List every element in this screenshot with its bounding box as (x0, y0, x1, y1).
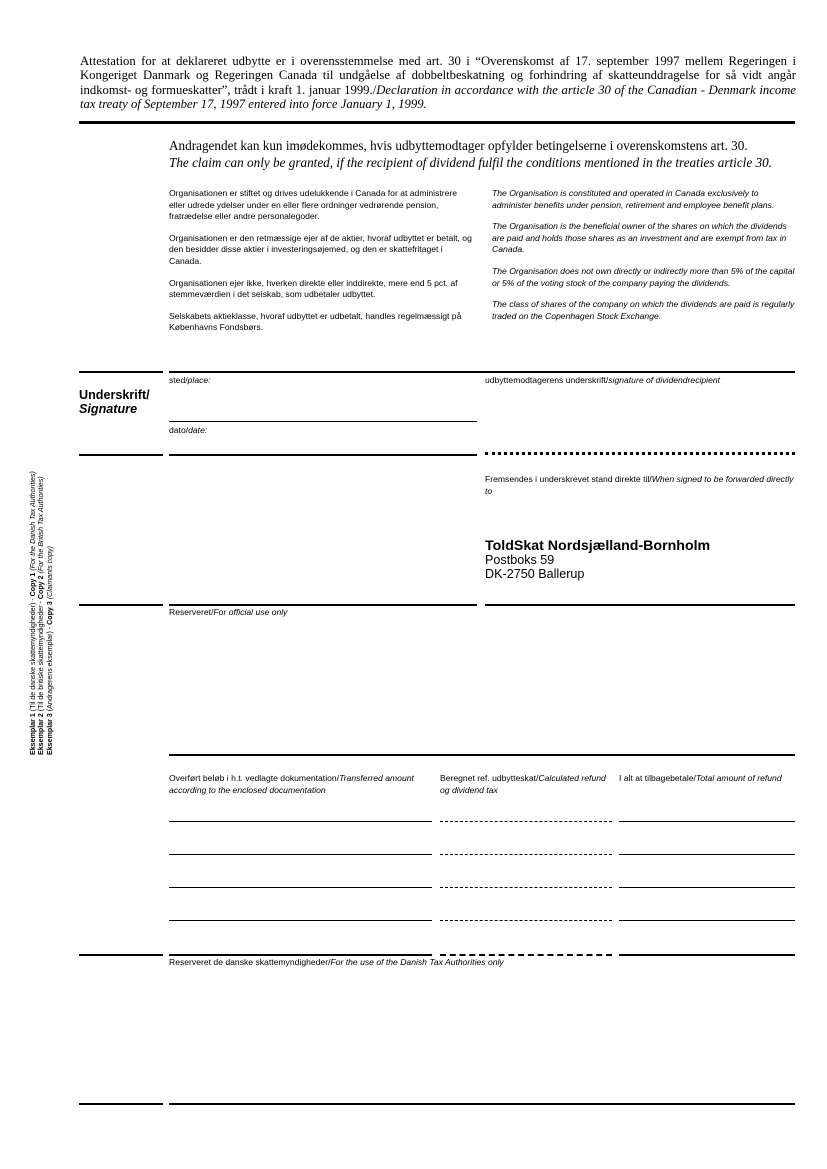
amounts-rule-top (169, 754, 795, 756)
amount-row-4-col3[interactable] (619, 920, 795, 921)
address-line-1: Postboks 59 (485, 553, 555, 567)
condition-da-1: Organisationen er stiftet og drives udelukkende i Canada for at administrere eller udrede ydelser under en eller flere ordninger vedrørende pension, fratrædelse eller andre personalegoder. (169, 188, 458, 222)
attestation-da: Attestation for at deklareret udbytte er i overensstemmelse med art. 30 i “Overenskomst af 17. september 1997 mellem Regeringen i Kongeriget Danmark og Regeringen Canada til undgåelse af dobbeltbeskatning og forhindring af skatteunddragelse for så vidt angår indkomst- og formueskatter”, trådt i kraft 1. januar 1999./ (80, 54, 796, 97)
total-row-col2[interactable] (440, 954, 612, 956)
amount-row-3-col2[interactable] (440, 887, 612, 888)
amount-row-4-col2[interactable] (440, 920, 612, 921)
official-rule-right (485, 604, 795, 606)
official-use-label: Reserveret/For official use only (169, 607, 288, 617)
signature-heading (79, 389, 150, 416)
amount-row-3-col3[interactable] (619, 887, 795, 888)
condition-da-3: Organisationen ejer ikke, hverken direkte eller inddirekte, mere end 5 pct. af stemmeværdien i det selskab, som udbetaler udbyttet. (169, 277, 458, 300)
address-org: ToldSkat Nordsjælland-Bornholm (485, 538, 711, 554)
amount-row-4-col1[interactable] (169, 920, 432, 921)
date-label: dato/date: (169, 425, 208, 435)
condition-en-2: The Organisation is the beneficial owner of the shares on which the dividends are paid and holds those shares as an investment and are exempt from tax in Canada. (492, 221, 787, 255)
amount-col3-header: I alt at tilbagebetale/Total amount of refund (619, 773, 782, 783)
claim-da: Andragendet kan kun imødekommes, hvis udbyttemodtager opfylder betingelserne i overenskomstens art. 30. (169, 138, 748, 153)
place-label: sted/place: (169, 375, 211, 385)
amount-col2-header: Beregnet ref. udbytteskat/Calculated refund og dividend tax (440, 773, 606, 795)
amount-row-3-col1[interactable] (169, 887, 432, 888)
total-row-col3[interactable] (619, 954, 795, 956)
attestation-en: Declaration in accordance with the article 30 of the Canadian - Denmark income tax treaty of September 17, 1997 entered into force January 1, 1999. (80, 82, 796, 111)
official-rule-mid (169, 604, 477, 606)
amount-col1-header: Overført beløb i h.t. vedlagte dokumentation/Transferred amount according to the enclosed documentation (169, 773, 414, 795)
conditions-en (492, 188, 795, 322)
attestation-text (80, 54, 796, 111)
amount-row-1-col2[interactable] (440, 821, 612, 822)
copy-legend (29, 471, 54, 755)
place-field-line[interactable] (169, 421, 477, 422)
claim-en: The claim can only be granted, if the recipient of dividend fulfil the conditions mentioned in the treaties article 30. (169, 155, 772, 170)
danish-authorities-label: Reserveret de danske skattemyndigheder/For the use of the Danish Tax Authorities only (169, 957, 504, 967)
recipient-signature-label: udbyttemodtagerens underskrift/signature of dividendrecipient (485, 375, 721, 385)
amount-row-2-col2[interactable] (440, 854, 612, 855)
condition-en-4: The class of shares of the company on which the dividends are paid is regularly traded on the Copenhagen Stock Exchange. (492, 299, 795, 321)
amount-row-2-col1[interactable] (169, 854, 432, 855)
total-row-col1[interactable] (169, 954, 432, 956)
condition-da-2: Organisationen er den retmæssige ejer af de aktier, hvoraf udbyttet er betalt, og den besidder disse aktier i investeringsøjemed, og den er skattefritaget i Canada. (169, 232, 472, 266)
header-rule (79, 121, 795, 124)
condition-en-1: The Organisation is constituted and operated in Canada exclusively to administer benefits under pension, retirement and employee benefit plans. (492, 188, 775, 210)
amount-row-1-col3[interactable] (619, 821, 795, 822)
date-rule-left (79, 454, 163, 456)
copy-legend-3: Eksemplar 3 (Andragerens eksemplar) - Copy 3 (Claimants copy) (45, 546, 54, 755)
conditions-da (169, 188, 472, 334)
amount-row-2-col3[interactable] (619, 854, 795, 855)
date-field-line[interactable] (169, 454, 477, 456)
signature-rule-right (169, 371, 795, 373)
condition-en-3: The Organisation does not own directly or indirectly more than 5% of the capital or 5% of the voting stock of the company paying the dividends. (492, 265, 795, 288)
total-rule-left (79, 954, 163, 956)
copy-legend-1: Eksemplar 1 (Til de danske skattemyndigheder) - Copy 1 (For the Danish Tax Authorities) (29, 471, 37, 755)
condition-da-4: Selskabets aktieklasse, hvoraf udbyttet er udbetalt, handles regelmæssigt på Københavns Fondsbørs. (169, 310, 462, 333)
signature-rule-left (79, 371, 163, 373)
address-line-2: DK-2750 Ballerup (485, 567, 585, 581)
signature-dotted-line[interactable] (485, 452, 795, 455)
signature-heading-en: Signature (79, 401, 138, 416)
amount-row-1-col1[interactable] (169, 821, 432, 822)
signature-heading-da: Underskrift/ (79, 388, 150, 402)
send-instruction: Fremsendes i underskrevet stand direkte til/When signed to be forwarded directly to (485, 474, 794, 496)
bottom-rule-right (169, 1103, 795, 1105)
bottom-rule-left (79, 1103, 163, 1105)
copy-legend-2: Eksemplar 2 (Til de britiske skattemyndigheder - Copy 2 (For the British Tax Authorities) (37, 476, 46, 755)
official-rule-left (79, 604, 163, 606)
